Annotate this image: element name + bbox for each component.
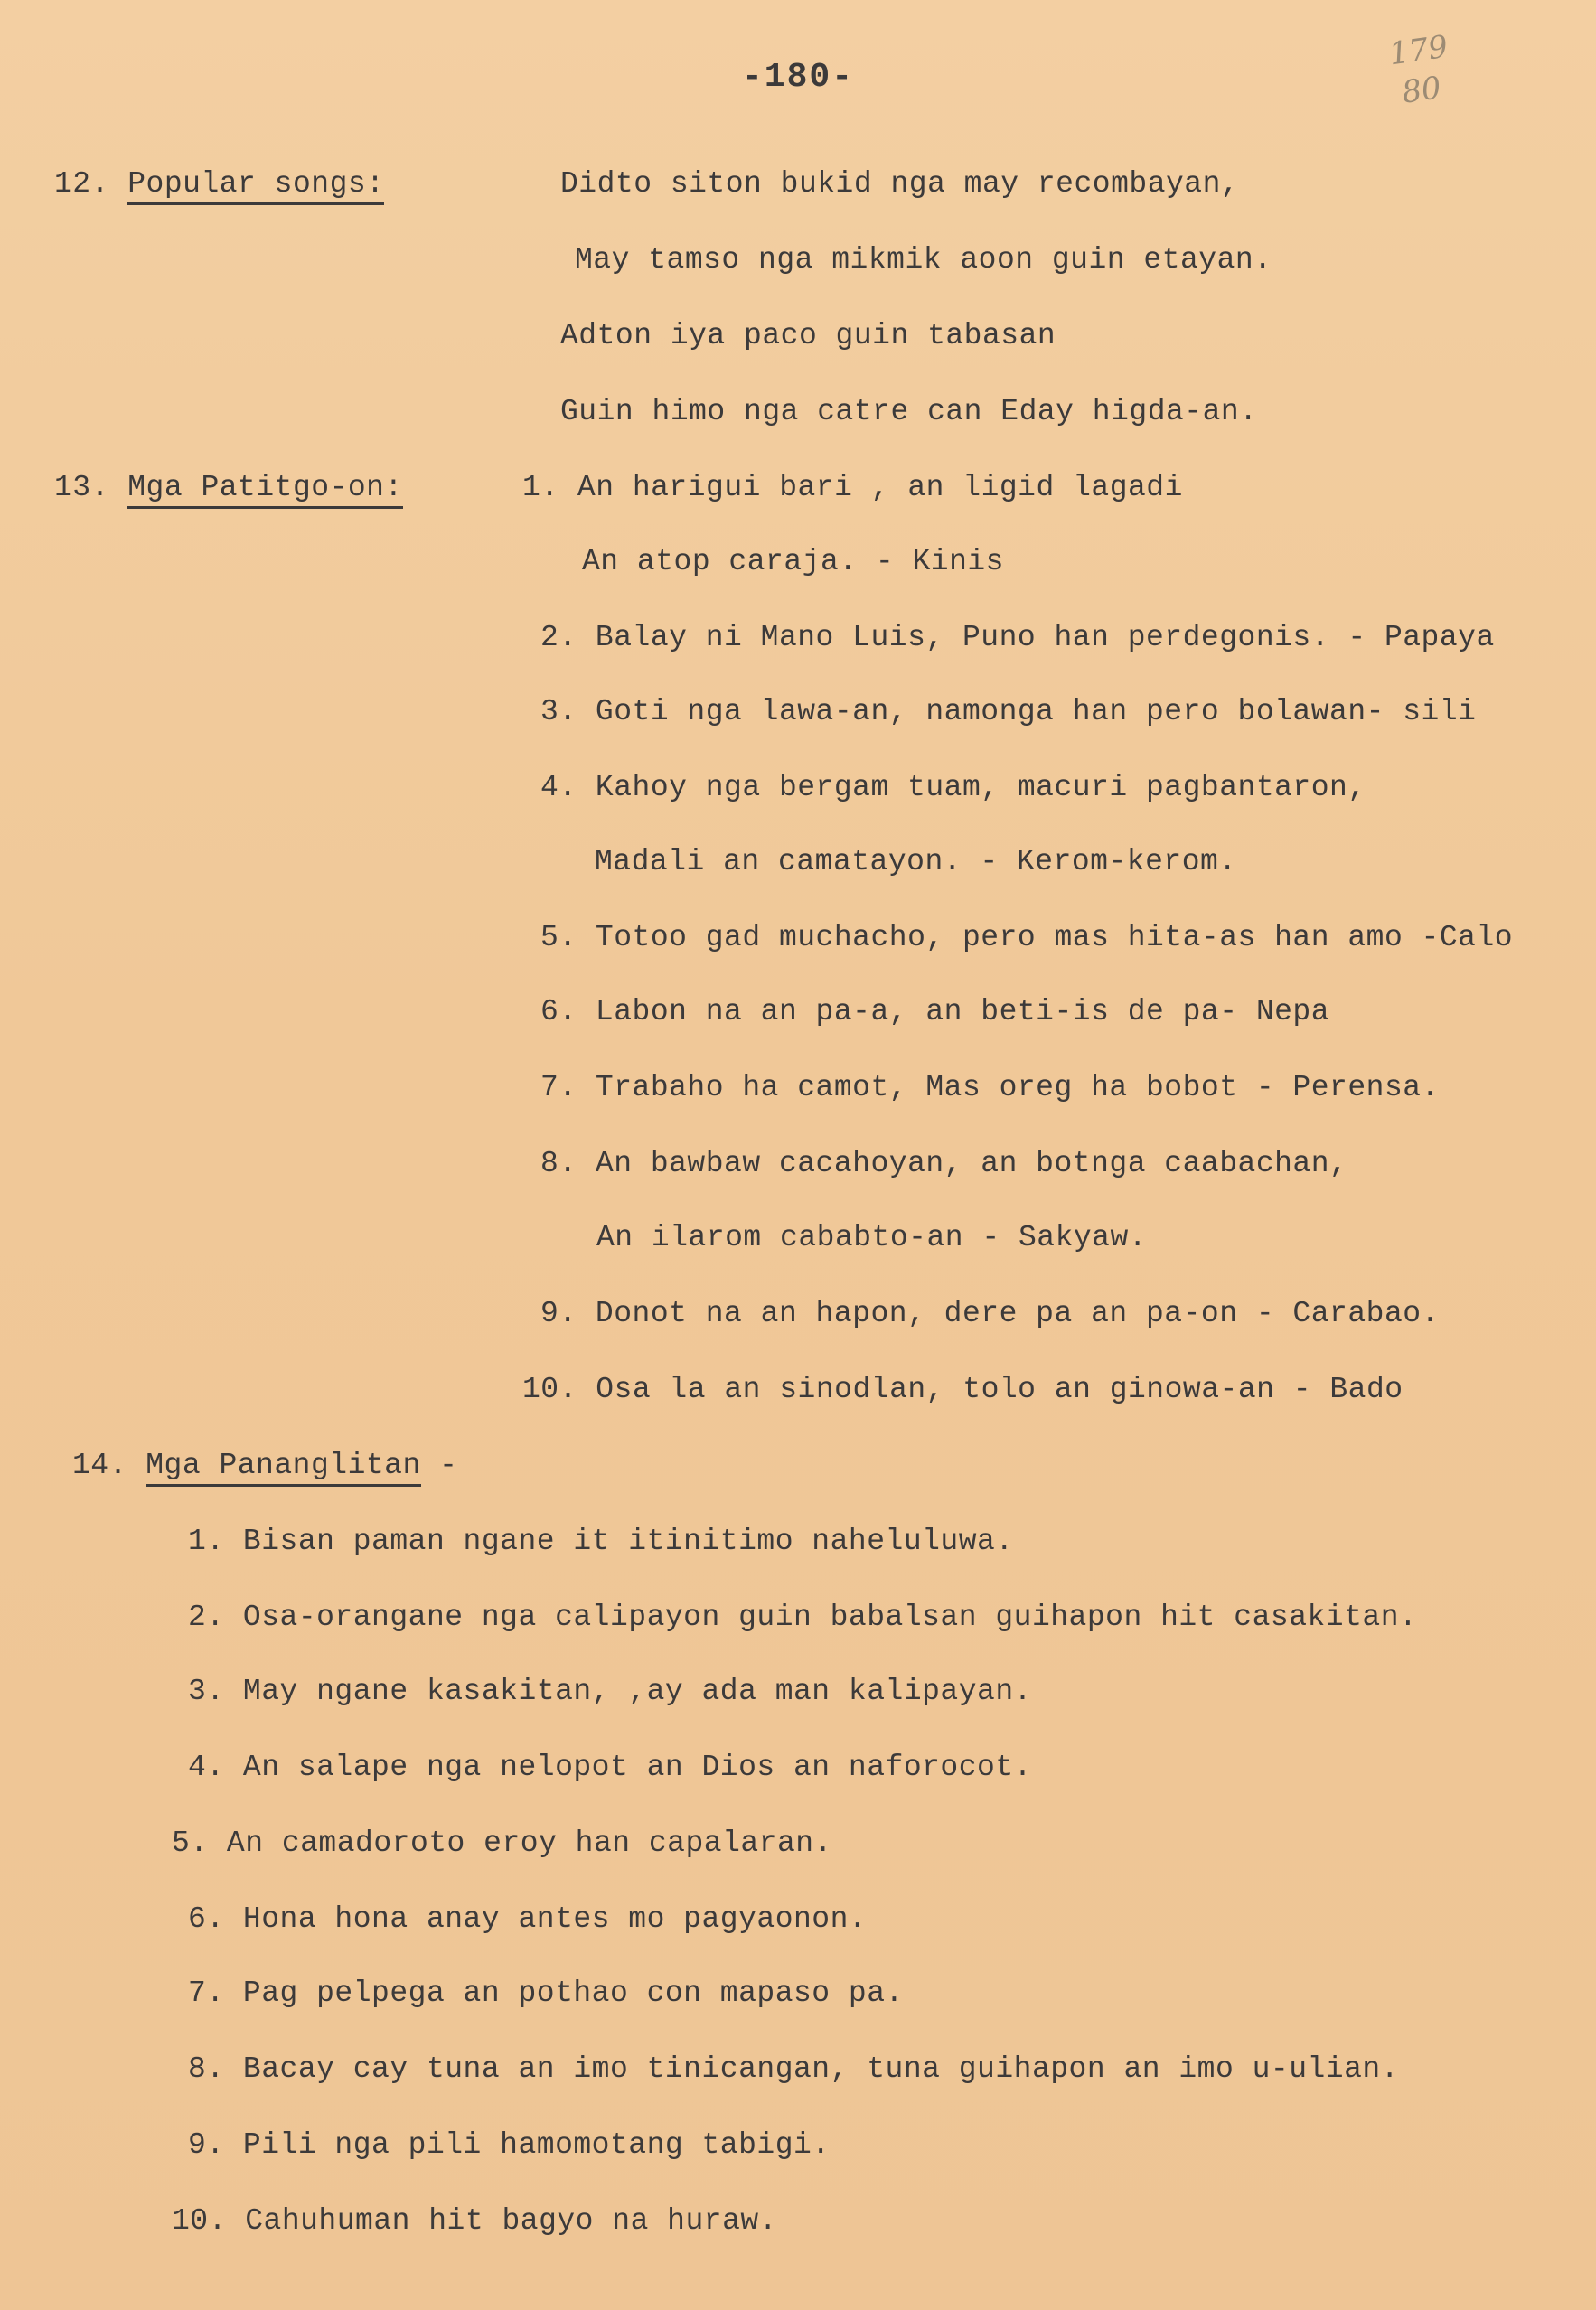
folio-bottom: 80 <box>1399 70 1444 111</box>
riddle-line: Madali an camatayon. - Kerom-kerom. <box>595 845 1237 878</box>
song-line: Adton iya paco guin tabasan <box>560 319 1056 352</box>
section-title: Mga Patitgo-on: <box>127 471 403 509</box>
riddle-line: An ilarom cababto-an - Sakyaw. <box>596 1221 1148 1254</box>
riddle-line: An atop caraja. - Kinis <box>582 545 1004 578</box>
riddle-line: 4. Kahoy nga bergam tuam, macuri pagbantaron, <box>540 771 1366 804</box>
proverb-line: 1. Bisan paman ngane it itinitimo naheluluwa. <box>188 1525 1014 1558</box>
page-number: -180- <box>741 58 855 97</box>
section-title: Popular songs: <box>127 167 384 205</box>
section-13-heading <box>54 470 403 506</box>
riddle-line: 10. Osa la an sinodlan, tolo an ginowa-an - Bado <box>522 1373 1404 1406</box>
proverb-line: 5. An camadoroto eroy han capalaran. <box>172 1826 832 1860</box>
section-14-heading <box>72 1448 457 1484</box>
proverb-line: 8. Bacay cay tuna an imo tinicangan, tuna guihapon an imo u-ulian. <box>188 2052 1400 2086</box>
proverb-line: 3. May ngane kasakitan, ,ay ada man kalipayan. <box>188 1675 1032 1708</box>
section-title-suffix: - <box>439 1449 458 1482</box>
riddle-line: 7. Trabaho ha camot, Mas oreg ha bobot - Perensa. <box>540 1071 1440 1104</box>
handwritten-folio <box>1386 20 1505 114</box>
riddle-line: 9. Donot na an hapon, dere pa an pa-on - Carabao. <box>540 1297 1440 1330</box>
proverb-line: 2. Osa-orangane nga calipayon guin babalsan guihapon hit casakitan. <box>188 1601 1418 1634</box>
section-number: 14. <box>72 1449 127 1482</box>
song-line: May tamso nga mikmik aoon guin etayan. <box>575 243 1272 277</box>
riddle-line: 6. Labon na an pa-a, an beti-is de pa- Nepa <box>540 995 1330 1028</box>
riddle-line: 8. An bawbaw cacahoyan, an botnga caabachan, <box>540 1147 1348 1180</box>
section-title: Mga Pananglitan <box>146 1449 421 1487</box>
section-number: 12. <box>54 167 109 201</box>
section-number: 13. <box>54 471 109 504</box>
riddle-line: 3. Goti nga lawa-an, namonga han pero bolawan- sili <box>540 695 1477 728</box>
song-line: Guin himo nga catre can Eday higda-an. <box>560 395 1258 428</box>
riddle-line: 1. An harigui bari , an ligid lagadi <box>522 471 1183 504</box>
song-line: Didto siton bukid nga may recombayan, <box>560 167 1240 201</box>
proverb-line: 6. Hona hona anay antes mo pagyaonon. <box>188 1902 868 1936</box>
proverb-line: 9. Pili nga pili hamomotang tabigi. <box>188 2128 831 2162</box>
riddle-line: 2. Balay ni Mano Luis, Puno han perdegonis. - Papaya <box>540 621 1495 654</box>
proverb-line: 10. Cahuhuman hit bagyo na huraw. <box>172 2204 778 2238</box>
proverb-line: 7. Pag pelpega an pothao con mapaso pa. <box>188 1977 904 2010</box>
proverb-line: 4. An salape nga nelopot an Dios an naforocot. <box>188 1751 1032 1784</box>
riddle-line: 5. Totoo gad muchacho, pero mas hita-as han amo -Calo <box>540 921 1514 954</box>
folio-top: 179 <box>1386 28 1450 73</box>
section-12-heading <box>54 166 384 202</box>
